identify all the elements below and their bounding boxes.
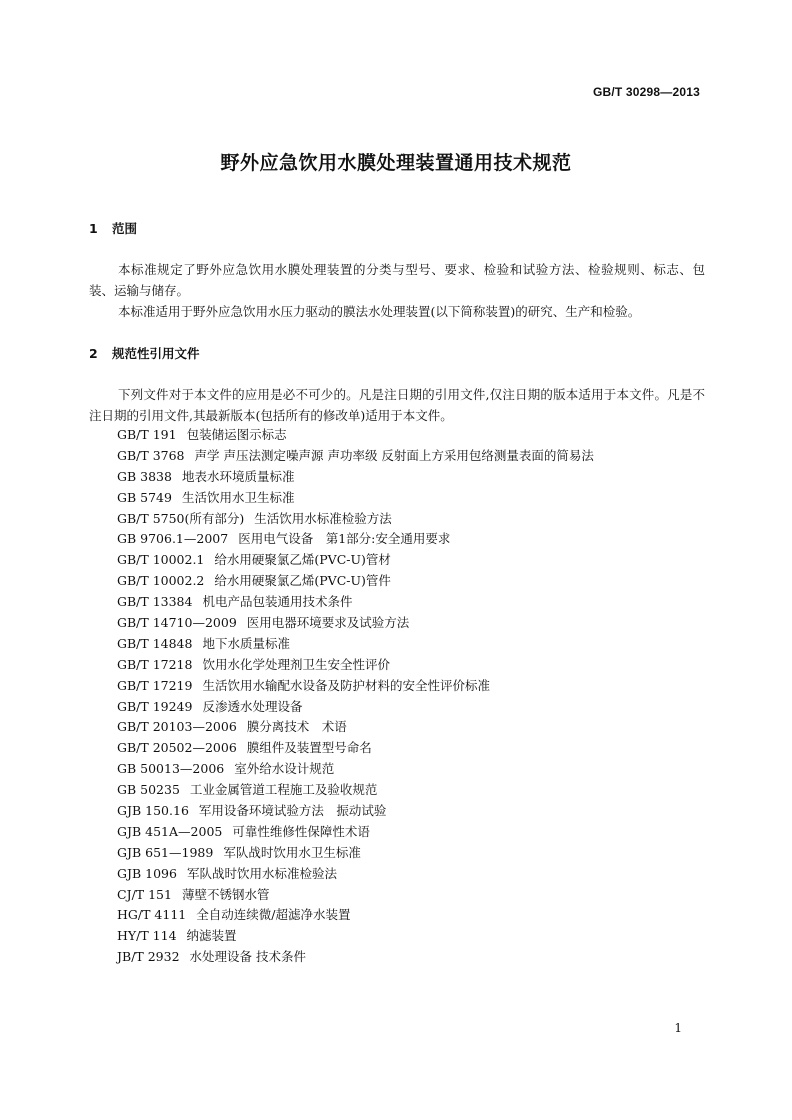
reference-item [117,738,594,759]
scope-paragraph: 本标准适用于野外应急饮用水压力驱动的膜法水处理装置(以下简称装置)的研究、生产和检验。 [118,304,641,319]
reference-item [117,864,594,885]
document-title: 野外应急饮用水膜处理装置通用技术规范 [220,152,572,174]
reference-item [117,446,594,467]
reference-item [117,885,594,906]
reference-title: 医用电器环境要求及试验方法 [246,615,410,631]
reference-code: GB/T 10002.1 [117,552,205,568]
reference-item [117,613,594,634]
reference-item [117,843,594,864]
reference-title: 可靠性维修性保障性术语 [232,823,370,839]
reference-item [117,780,594,801]
reference-title: 生活饮用水标准检验方法 [254,510,392,526]
reference-code: GB/T 19249 [117,698,193,714]
reference-item [117,529,594,550]
reference-code: GB 50235 [117,782,180,798]
reference-title: 纳滤装置 [186,928,237,944]
reference-item [117,655,594,676]
reference-title: 生活饮用水输配水设备及防护材料的安全性评价标准 [202,677,490,693]
reference-code: GB/T 3768 [117,447,185,463]
reference-title: 声学 声压法测定噪声源 声功率级 反射面上方采用包络测量表面的简易法 [194,447,594,463]
reference-code: GJB 150.16 [117,803,189,819]
reference-title: 膜组件及装置型号命名 [246,740,372,756]
reference-code: GB/T 5750(所有部分) [117,510,245,526]
reference-title: 军用设备环境试验方法 振动试验 [198,803,387,819]
reference-item [117,425,594,446]
section-title: 范围 [112,221,138,236]
reference-item [117,717,594,738]
reference-item [117,467,594,488]
reference-title: 医用电气设备 第1部分:安全通用要求 [238,531,451,547]
reference-item [117,676,594,697]
reference-item [117,634,594,655]
reference-item [117,822,594,843]
reference-item [117,509,594,530]
reference-code: GB/T 20103—2006 [117,719,237,735]
scope-paragraph: 本标准规定了野外应急饮用水膜处理装置的分类与型号、要求、检验和试验方法、检验规则、标志、包装、运输与储存。 [89,262,705,298]
section-number: 2 [89,346,98,361]
reference-code: GB/T 20502—2006 [117,740,237,756]
reference-title: 膜分离技术 术语 [246,719,347,735]
reference-title: 工业金属管道工程施工及验收规范 [189,782,378,798]
reference-title: 军队战时饮用水标准检验法 [186,865,337,881]
reference-title: 给水用硬聚氯乙烯(PVC-U)管材 [214,552,391,568]
reference-code: GJB 451A—2005 [117,823,223,839]
reference-code: GB/T 17218 [117,656,193,672]
reference-code: GJB 651—1989 [117,844,214,860]
references-intro-paragraph: 下列文件对于本文件的应用是必不可少的。凡是注日期的引用文件,仅注日期的版本适用于本文件。凡是不注日期的引用文件,其最新版本(包括所有的修改单)适用于本文件。 [89,387,705,423]
reference-code: GB 3838 [117,468,172,484]
reference-code: GB/T 13384 [117,594,193,610]
reference-code: GB 50013—2006 [117,761,225,777]
section-heading-normative-references [89,344,200,362]
reference-item [117,926,594,947]
reference-code: GB/T 14848 [117,635,193,651]
reference-title: 军队战时饮用水卫生标准 [223,844,361,860]
reference-title: 反渗透水处理设备 [202,698,303,714]
reference-item [117,801,594,822]
reference-item [117,947,594,968]
reference-title: 机电产品包装通用技术条件 [202,594,353,610]
section-heading-scope [89,219,137,237]
reference-code: GB/T 14710—2009 [117,615,237,631]
standard-code: GB/T 30298—2013 [592,85,700,99]
reference-item [117,759,594,780]
reference-item [117,571,594,592]
reference-code: HG/T 4111 [117,907,187,923]
reference-item [117,592,594,613]
reference-item [117,488,594,509]
reference-list [117,425,594,968]
reference-title: 给水用硬聚氯乙烯(PVC-U)管件 [214,573,391,589]
reference-title: 地下水质量标准 [202,635,290,651]
reference-item [117,697,594,718]
reference-code: JB/T 2932 [117,949,180,965]
reference-code: GB/T 191 [117,427,177,442]
reference-title: 薄壁不锈钢水管 [181,886,270,902]
reference-code: GB 9706.1—2007 [117,531,229,547]
section-title: 规范性引用文件 [112,346,200,361]
reference-title: 室外给水设计规范 [234,761,335,777]
reference-code: GJB 1096 [117,865,177,881]
reference-title: 饮用水化学处理剂卫生安全性评价 [202,656,390,672]
page-number: 1 [674,1021,682,1035]
section-number: 1 [89,221,98,236]
reference-title: 地表水环境质量标准 [181,468,295,484]
reference-code: GB 5749 [117,489,172,505]
reference-title: 包装储运图示标志 [186,427,287,442]
reference-title: 全自动连续微/超滤净水装置 [196,907,351,923]
reference-item [117,550,594,571]
reference-item [117,905,594,926]
reference-title: 生活饮用水卫生标准 [181,489,295,505]
reference-code: GB/T 10002.2 [117,573,205,589]
reference-title: 水处理设备 技术条件 [189,949,307,965]
reference-code: GB/T 17219 [117,677,193,693]
reference-code: CJ/T 151 [117,886,172,902]
reference-code: HY/T 114 [117,928,177,944]
